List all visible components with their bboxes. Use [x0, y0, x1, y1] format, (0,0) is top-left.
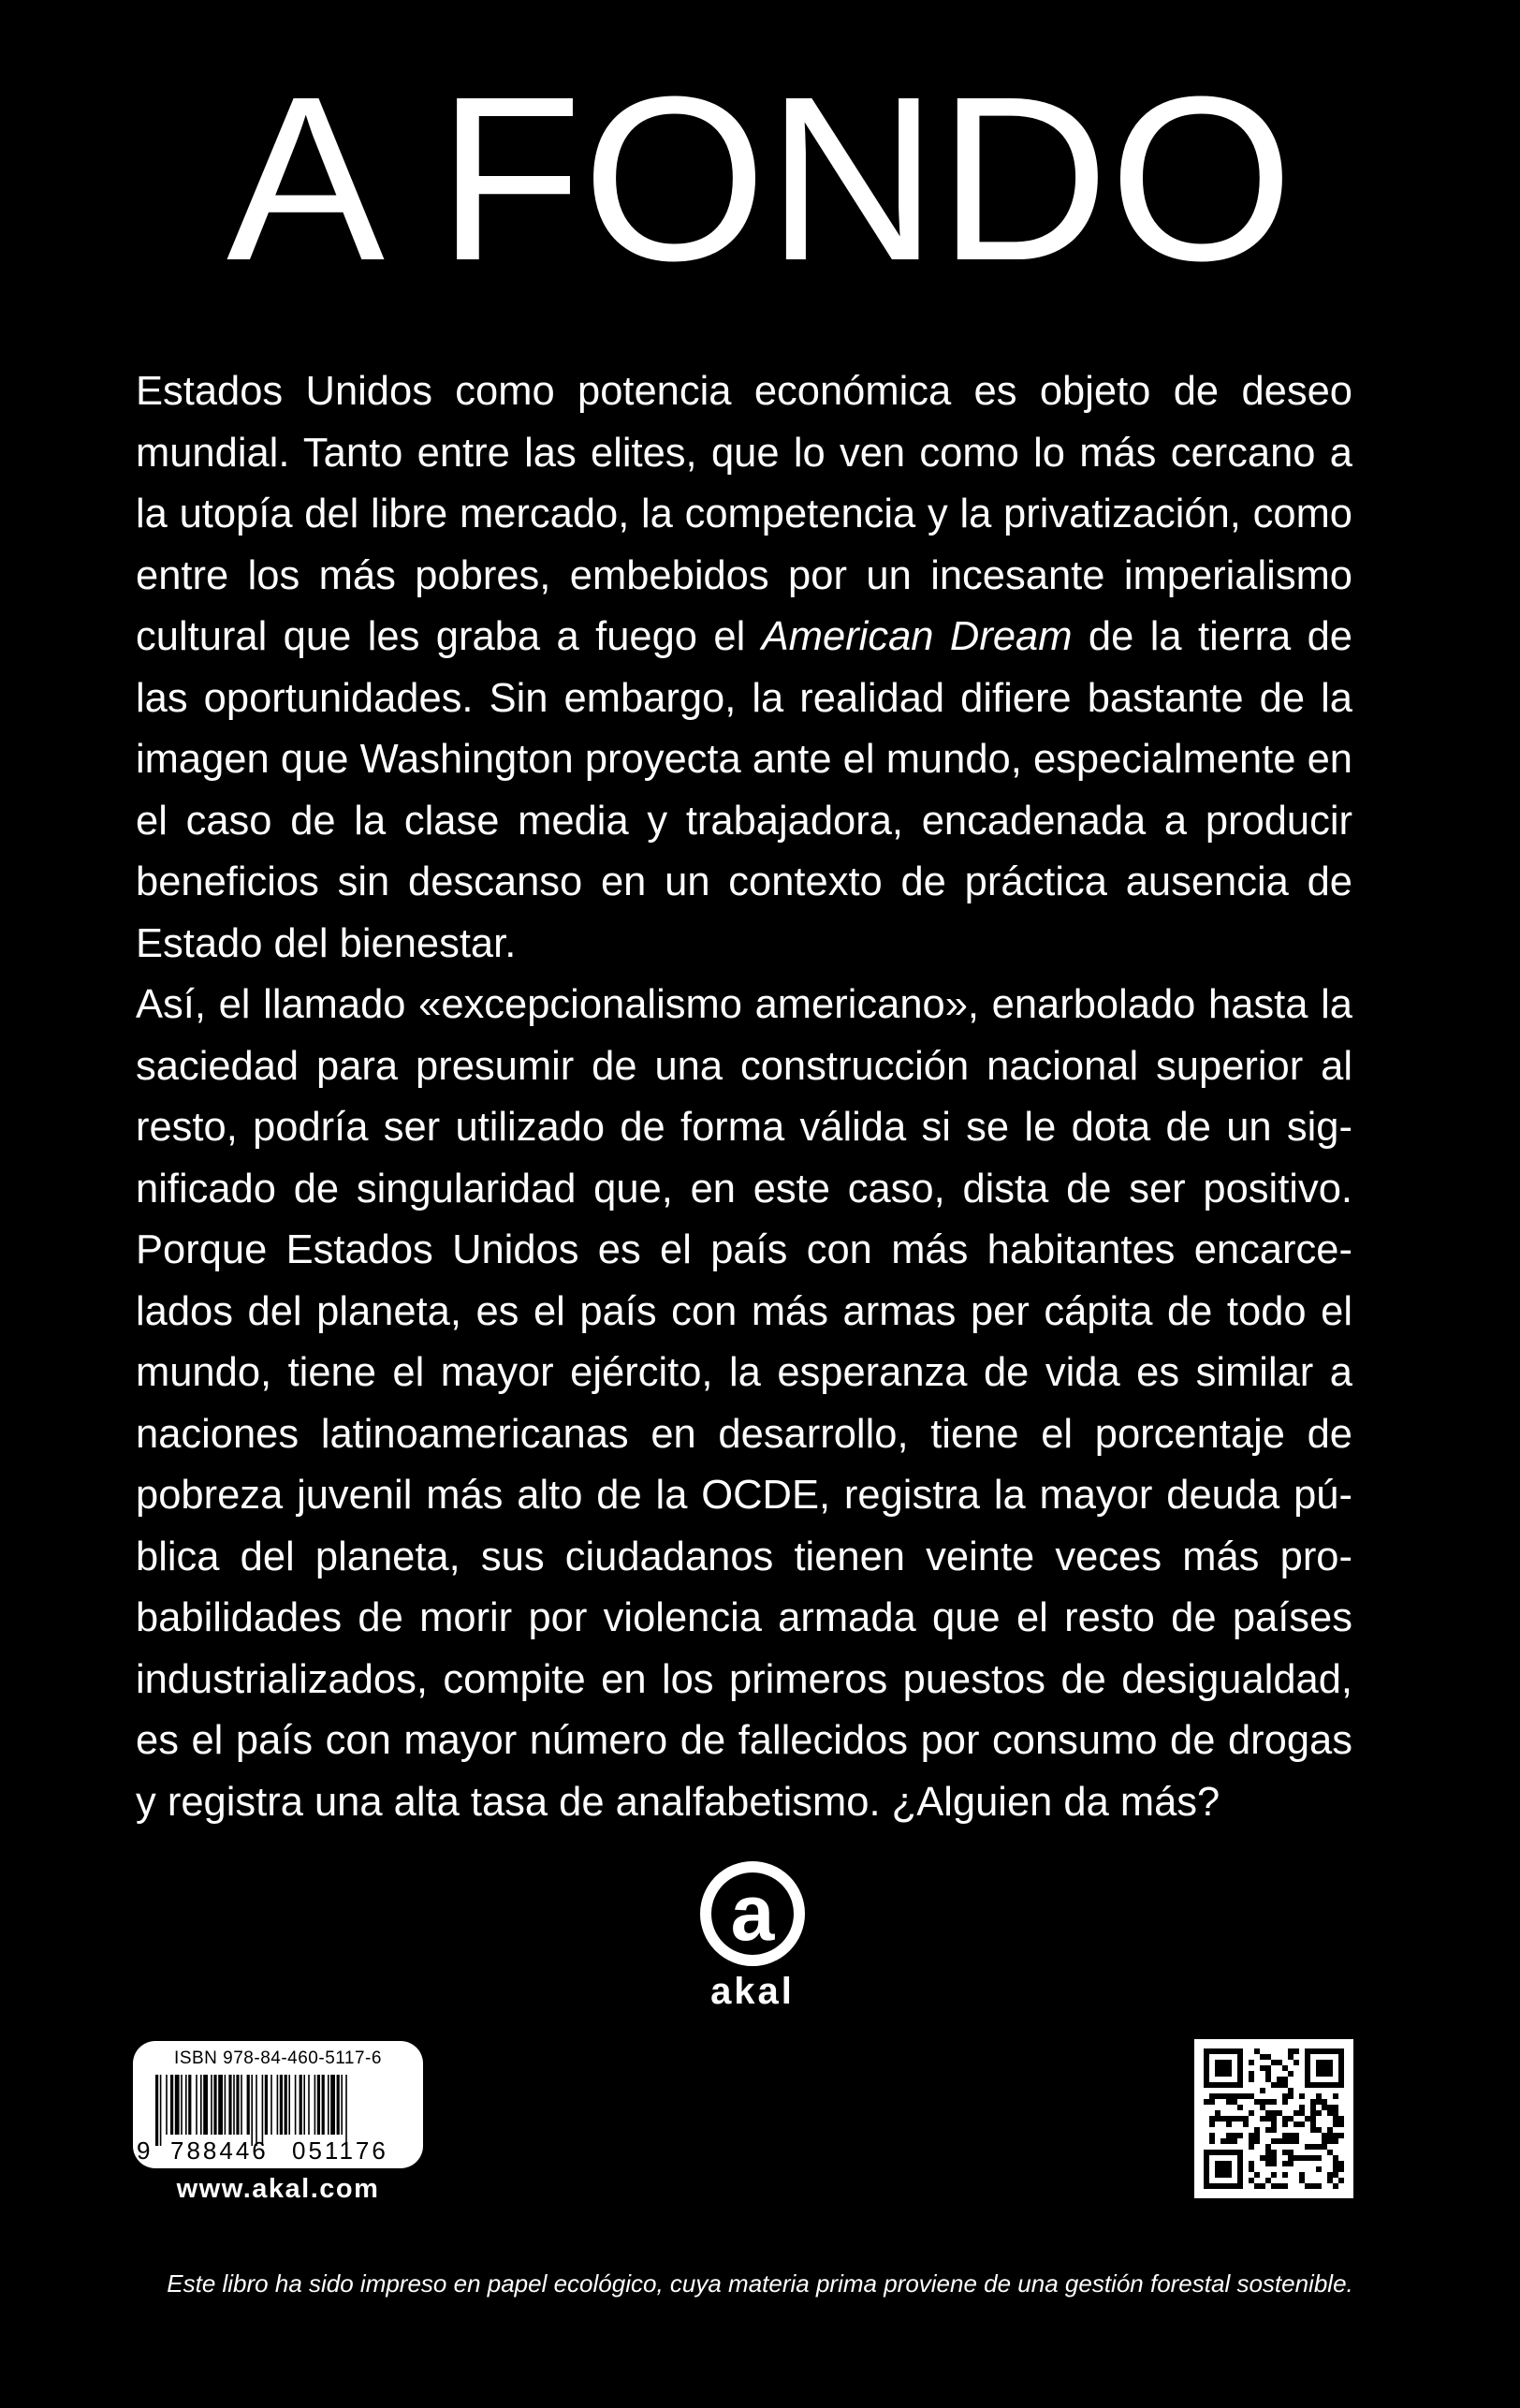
qr-module	[1215, 2093, 1220, 2099]
qr-module	[1260, 2088, 1265, 2093]
publisher-website: www.akal.com	[176, 2174, 380, 2204]
qr-module	[1327, 2178, 1333, 2183]
qr-module	[1209, 2138, 1215, 2144]
qr-module	[1322, 2144, 1327, 2150]
qr-module	[1271, 2122, 1277, 2127]
barcode-bar	[317, 2075, 320, 2135]
qr-module	[1265, 2116, 1271, 2122]
qr-module	[1209, 2093, 1215, 2099]
qr-module	[1333, 2133, 1338, 2138]
qr-module	[1277, 2082, 1282, 2088]
qr-module	[1249, 2166, 1254, 2172]
qr-module	[1282, 2099, 1288, 2105]
qr-module	[1288, 2088, 1293, 2093]
isbn-barcode	[133, 2041, 423, 2168]
qr-module	[1265, 2077, 1271, 2082]
qr-module	[1327, 2127, 1333, 2133]
qr-module	[1316, 2183, 1322, 2189]
qr-module	[1310, 2127, 1316, 2133]
barcode-bar	[280, 2075, 283, 2135]
qr-module	[1305, 2155, 1310, 2161]
qr-module	[1237, 2133, 1243, 2138]
qr-module	[1322, 2105, 1327, 2110]
qr-module	[1260, 2183, 1265, 2189]
qr-module	[1299, 2155, 1305, 2161]
qr-module	[1299, 2122, 1305, 2127]
qr-module	[1271, 2082, 1277, 2088]
american-dream-italic: American Dream	[761, 614, 1073, 659]
qr-module	[1271, 2116, 1277, 2122]
qr-module	[1327, 2110, 1333, 2116]
qr-finder	[1215, 2161, 1232, 2178]
barcode-bar	[211, 2075, 212, 2135]
qr-module	[1338, 2133, 1344, 2138]
barcode-bar	[218, 2075, 223, 2135]
qr-module	[1282, 2065, 1288, 2071]
barcode-bar	[308, 2075, 310, 2135]
qr-module	[1271, 2060, 1277, 2065]
qr-module	[1316, 2099, 1322, 2105]
qr-module	[1327, 2133, 1333, 2138]
qr-module	[1333, 2161, 1338, 2166]
barcode-bar	[295, 2075, 297, 2135]
barcode-bar	[181, 2075, 183, 2135]
qr-module	[1260, 2065, 1265, 2071]
qr-module	[1333, 2138, 1338, 2144]
qr-module	[1209, 2099, 1215, 2105]
qr-module	[1338, 2178, 1344, 2183]
barcode-bar	[337, 2075, 340, 2135]
qr-module	[1271, 2183, 1277, 2189]
qr-module	[1277, 2077, 1282, 2082]
qr-module	[1277, 2183, 1282, 2189]
qr-module	[1249, 2138, 1254, 2144]
qr-module	[1254, 2138, 1260, 2144]
qr-module	[1305, 2183, 1310, 2189]
qr-module	[1282, 2133, 1288, 2138]
barcode-bar	[285, 2075, 287, 2135]
qr-module	[1249, 2060, 1254, 2065]
qr-module	[1288, 2116, 1293, 2122]
qr-module	[1271, 2138, 1277, 2144]
qr-module	[1254, 2127, 1260, 2133]
qr-module	[1271, 2155, 1277, 2161]
qr-module	[1288, 2048, 1293, 2054]
qr-module	[1237, 2105, 1243, 2110]
qr-module	[1265, 2127, 1271, 2133]
qr-module	[1271, 2127, 1277, 2133]
qr-module	[1215, 2116, 1220, 2122]
barcode-bar	[328, 2075, 329, 2135]
qr-module	[1265, 2178, 1271, 2183]
qr-module	[1282, 2138, 1288, 2144]
barcode-bar	[155, 2075, 158, 2146]
qr-module	[1277, 2138, 1282, 2144]
qr-module	[1265, 2099, 1271, 2105]
barcode-bar	[213, 2075, 216, 2135]
qr-module	[1271, 2172, 1277, 2178]
qr-module	[1265, 2150, 1271, 2155]
qr-module	[1293, 2048, 1299, 2054]
qr-module	[1316, 2166, 1322, 2172]
qr-module	[1316, 2155, 1322, 2161]
qr-module	[1271, 2161, 1277, 2166]
barcode-bar	[262, 2075, 264, 2146]
qr-module	[1271, 2110, 1277, 2116]
qr-module	[1204, 2099, 1209, 2105]
qr-module	[1310, 2116, 1316, 2122]
qr-module	[1338, 2166, 1344, 2172]
ean-right-digits: 051176	[292, 2136, 388, 2165]
barcode-bar	[303, 2075, 305, 2135]
barcode-bar	[225, 2075, 227, 2135]
qr-module	[1333, 2166, 1338, 2172]
logo-letter: a	[730, 1869, 775, 1957]
barcode-bar	[277, 2075, 279, 2135]
qr-module	[1333, 2155, 1338, 2161]
qr-module	[1232, 2093, 1237, 2099]
qr-module	[1265, 2071, 1271, 2077]
qr-module	[1316, 2127, 1322, 2133]
qr-module	[1333, 2110, 1338, 2116]
qr-module	[1254, 2133, 1260, 2138]
qr-module	[1249, 2133, 1254, 2138]
qr-module	[1220, 2116, 1226, 2122]
qr-module	[1282, 2082, 1288, 2088]
barcode-bar	[300, 2075, 302, 2135]
qr-module	[1232, 2116, 1237, 2122]
qr-module	[1338, 2116, 1344, 2122]
qr-module	[1282, 2116, 1288, 2122]
qr-module	[1316, 2144, 1322, 2150]
qr-module	[1333, 2116, 1338, 2122]
barcode-bar	[265, 2075, 268, 2135]
qr-module	[1322, 2138, 1327, 2144]
barcode-bar	[251, 2075, 253, 2146]
back-cover-blurb	[136, 361, 1352, 1833]
qr-module	[1288, 2150, 1293, 2155]
qr-module	[1265, 2155, 1271, 2161]
qr-module	[1282, 2122, 1288, 2127]
qr-module	[1277, 2060, 1282, 2065]
qr-code	[1194, 2039, 1353, 2198]
barcode-bar	[233, 2075, 235, 2135]
barcode-bar	[345, 2075, 347, 2146]
qr-module	[1316, 2110, 1322, 2116]
eco-paper-note: Este libro ha sido impreso en papel ecológico, cuya materia prima proviene de una gestión forestal sostenible.	[167, 2269, 1353, 2298]
qr-module	[1299, 2105, 1305, 2110]
barcode-bar	[236, 2075, 239, 2135]
qr-module	[1310, 2110, 1316, 2116]
barcode-bar	[247, 2075, 250, 2135]
qr-module	[1282, 2093, 1288, 2099]
qr-module	[1288, 2138, 1293, 2144]
barcode-bar	[170, 2075, 173, 2135]
ean-digits	[133, 2136, 423, 2165]
qr-module	[1310, 2155, 1316, 2161]
qr-module	[1293, 2060, 1299, 2065]
cover-title	[0, 56, 1520, 300]
barcode-bar	[322, 2075, 325, 2135]
qr-module	[1305, 2144, 1310, 2150]
qr-module	[1265, 2144, 1271, 2150]
barcode-bars	[153, 2075, 402, 2146]
qr-module	[1333, 2093, 1338, 2099]
barcode-bar	[241, 2075, 242, 2135]
logo-wordmark: akal	[710, 1971, 795, 2011]
qr-module	[1293, 2122, 1299, 2127]
qr-module	[1232, 2099, 1237, 2105]
qr-module	[1249, 2071, 1254, 2077]
qr-module	[1333, 2122, 1338, 2127]
qr-module	[1299, 2178, 1305, 2183]
barcode-bar	[270, 2075, 272, 2135]
qr-module	[1226, 2138, 1232, 2144]
barcode-bar	[203, 2075, 208, 2135]
qr-module	[1322, 2133, 1327, 2138]
barcode-bar	[314, 2075, 316, 2135]
qr-module	[1249, 2077, 1254, 2082]
qr-module	[1243, 2116, 1249, 2122]
qr-module	[1265, 2110, 1271, 2116]
qr-module	[1226, 2093, 1232, 2099]
qr-module	[1249, 2110, 1254, 2116]
qr-module	[1288, 2161, 1293, 2166]
barcode-bar	[288, 2075, 290, 2135]
qr-module	[1265, 2065, 1271, 2071]
qr-module	[1327, 2150, 1333, 2155]
qr-module	[1249, 2161, 1254, 2166]
qr-module	[1282, 2172, 1288, 2178]
qr-module	[1282, 2183, 1288, 2189]
qr-module	[1333, 2172, 1338, 2178]
qr-module	[1310, 2122, 1316, 2127]
qr-module	[1310, 2183, 1316, 2189]
qr-module	[1226, 2099, 1232, 2105]
qr-module	[1333, 2105, 1338, 2110]
qr-module	[1243, 2093, 1249, 2099]
barcode-bar	[330, 2075, 335, 2135]
qr-module	[1215, 2110, 1220, 2116]
qr-module	[1310, 2144, 1316, 2150]
qr-module	[1288, 2071, 1293, 2077]
barcode-bar	[256, 2075, 257, 2146]
qr-module	[1299, 2172, 1305, 2178]
qr-module	[1243, 2122, 1249, 2127]
qr-module	[1271, 2099, 1277, 2105]
qr-module	[1209, 2122, 1215, 2127]
qr-module	[1254, 2048, 1260, 2054]
qr-module	[1293, 2155, 1299, 2161]
qr-module	[1299, 2110, 1305, 2116]
ean-first-digit: 9	[137, 2136, 151, 2165]
qr-module	[1299, 2093, 1305, 2099]
qr-module	[1254, 2099, 1260, 2105]
qr-finder	[1215, 2060, 1232, 2077]
barcode-bar	[160, 2075, 162, 2146]
qr-module	[1316, 2093, 1322, 2099]
qr-module	[1327, 2105, 1333, 2110]
qr-module	[1288, 2054, 1293, 2060]
ean-left-digits: 788446	[170, 2136, 269, 2165]
qr-module	[1271, 2150, 1277, 2155]
qr-module	[1260, 2054, 1265, 2060]
cover-title-text: A FONDO	[227, 56, 1293, 300]
qr-module	[1249, 2178, 1254, 2183]
qr-module	[1327, 2138, 1333, 2144]
qr-module	[1277, 2110, 1282, 2116]
qr-module	[1288, 2133, 1293, 2138]
blurb-paragraph-2: Así, el llamado «excepcionalismo americano», enarbolado hasta la saciedad para presumir de una construcción nacional superior al resto, podría ser utilizado de forma válida si se le dota de un significado de singularidad que, en este caso, dista de ser positivo. Porque Estados Unidos es el país con más habitantes encarcelados del planeta, es el país con más armas per cápita de todo el mundo, tiene el mayor ejército, la esperanza de vida es similar a naciones latinoamericanas en desarrollo, tiene el porcentaje de pobreza juvenil más alto de la OCDE, registra la mayor deuda pública del planeta, sus ciudadanos tienen veinte veces más probabilidades de morir por violencia armada que el resto de países industrializados, compite en los primeros puestos de desigualdad, es el país con mayor número de fallecidos por consumo de drogas y registra una alta tasa de analfabetismo. ¿Alguien da más?	[136, 982, 1352, 1825]
qr-module	[1333, 2183, 1338, 2189]
qr-module	[1232, 2133, 1237, 2138]
qr-module	[1249, 2093, 1254, 2099]
qr-module	[1322, 2099, 1327, 2105]
qr-module	[1305, 2116, 1310, 2122]
qr-module	[1220, 2138, 1226, 2144]
qr-module	[1288, 2093, 1293, 2099]
barcode-bar	[188, 2075, 191, 2135]
qr-module	[1338, 2122, 1344, 2127]
barcode-bar	[341, 2075, 343, 2135]
qr-module	[1338, 2161, 1344, 2166]
qr-module	[1310, 2099, 1316, 2105]
barcode-bar	[175, 2075, 180, 2135]
qr-module	[1237, 2116, 1243, 2122]
qr-module	[1260, 2155, 1265, 2161]
barcode-bar	[166, 2075, 168, 2135]
barcode-bar	[185, 2075, 187, 2135]
qr-module	[1293, 2138, 1299, 2144]
qr-module	[1293, 2133, 1299, 2138]
barcode-bar	[200, 2075, 202, 2135]
qr-module	[1327, 2172, 1333, 2178]
qr-module	[1260, 2105, 1265, 2110]
qr-module	[1254, 2183, 1260, 2189]
qr-module	[1265, 2161, 1271, 2166]
qr-module	[1249, 2144, 1254, 2150]
barcode-bar	[228, 2075, 231, 2135]
qr-module	[1293, 2110, 1299, 2116]
blurb-paragraph-1: Estados Unidos como potencia económica es objeto de deseo mundial. Tanto entre las elites, que lo ven como lo más cercano a la utopía del libre mercado, la competencia y la privatización, como entre los más pobres, embebidos por un incesante imperialismo cultural que les graba a fuego el American Dream de la tierra de las oportunidades. Sin embargo, la realidad difiere bastante de la imagen que Washington proyecta ante el mundo, especialmente en el caso de la clase media y trabajadora, encadenada a producir beneficios sin descanso en un contexto de práctica ausencia de Estado del bienestar.	[136, 369, 1352, 966]
qr-module	[1237, 2093, 1243, 2099]
qr-module	[1226, 2122, 1232, 2127]
barcode-bar	[196, 2075, 197, 2135]
qr-module	[1232, 2138, 1237, 2144]
qr-module	[1226, 2116, 1232, 2122]
qr-module	[1226, 2133, 1232, 2138]
qr-module	[1209, 2116, 1215, 2122]
qr-module	[1265, 2054, 1271, 2060]
qr-module	[1282, 2077, 1288, 2082]
isbn-number: ISBN 978-84-460-5117-6	[174, 2048, 382, 2068]
qr-module	[1254, 2172, 1260, 2178]
qr-module	[1288, 2155, 1293, 2161]
qr-module	[1260, 2099, 1265, 2105]
qr-module	[1209, 2133, 1215, 2138]
qr-finder	[1316, 2060, 1333, 2077]
qr-module	[1260, 2116, 1265, 2122]
akal-logo	[694, 1861, 811, 2011]
qr-module	[1282, 2150, 1288, 2155]
qr-module	[1282, 2161, 1288, 2166]
qr-module	[1310, 2105, 1316, 2110]
qr-module	[1220, 2093, 1226, 2099]
